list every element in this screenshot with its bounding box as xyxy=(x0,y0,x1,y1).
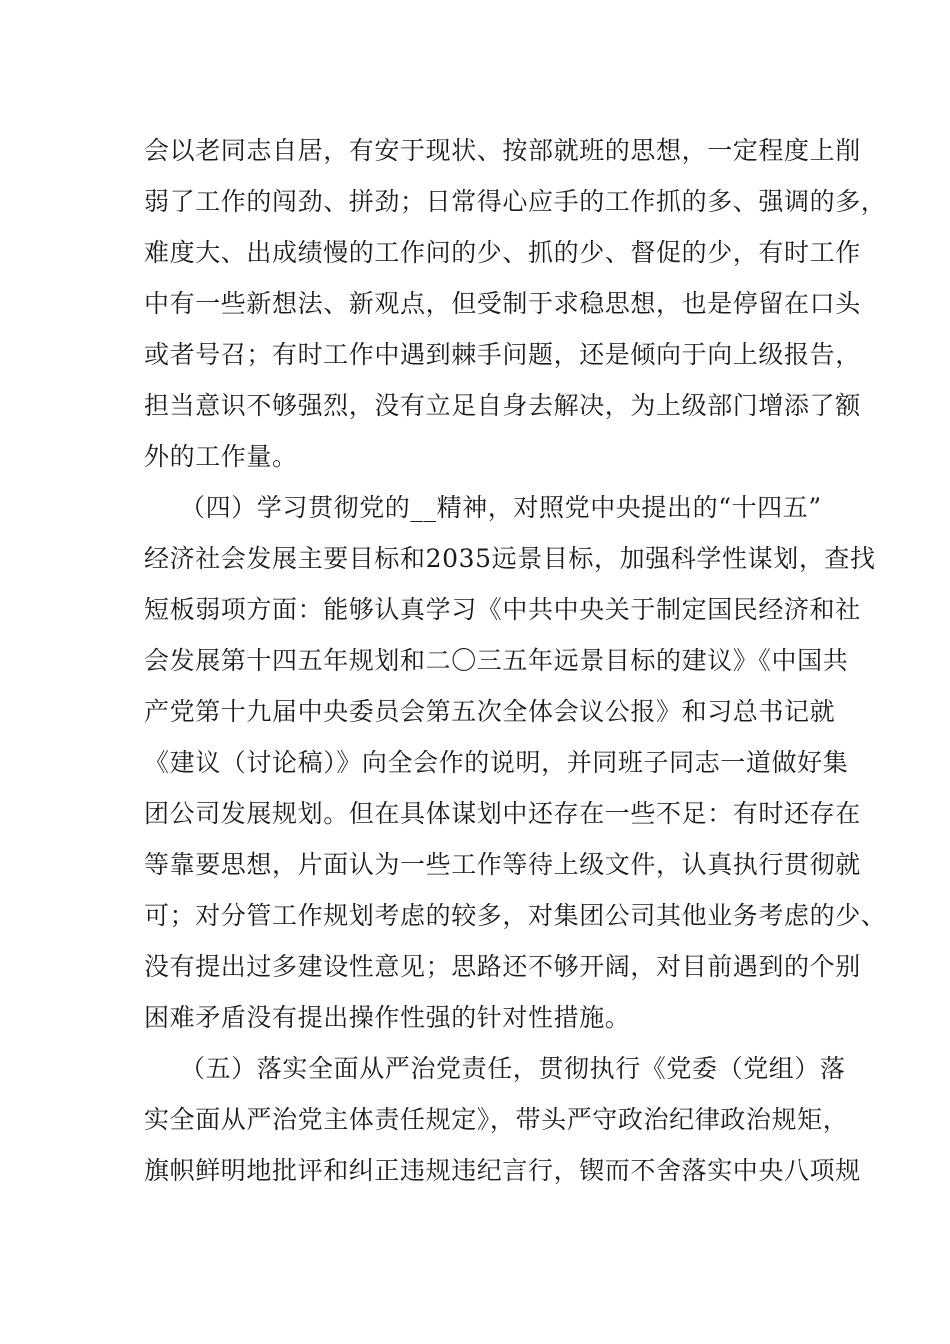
paragraph-line: 担当意识不够强烈，没有立足自身去解决，为上级部门增添了额 xyxy=(144,391,861,420)
paragraph-line: 困难矛盾没有提出操作性强的针对性措施。 xyxy=(144,1003,631,1032)
paragraph-line: 可；对分管工作规划考虑的较多，对集团公司其他业务考虑的少、 xyxy=(144,901,887,930)
paragraph-line: 中有一些新想法、新观点，但受制于求稳思想，也是停留在口头 xyxy=(144,289,861,318)
paragraph-line: 《建议（讨论稿）》向全会作的说明，并同班子同志一道做好集 xyxy=(144,748,849,777)
paragraph-line: 经济社会发展主要目标和2035远景目标，加强科学性谋划，查找 xyxy=(144,544,876,573)
section-heading-line: （四）学习贯彻党的__精神，对照党中央提出的“十四五” xyxy=(180,493,822,522)
paragraph-line: 实全面从严治党主体责任规定》，带头严守政治纪律政治规矩， xyxy=(144,1105,849,1134)
paragraph-line: 等靠要思想，片面认为一些工作等待上级文件，认真执行贯彻就 xyxy=(144,850,861,879)
paragraph-line: 团公司发展规划。但在具体谋划中还存在一些不足：有时还存在 xyxy=(144,799,861,828)
paragraph-line: 旗帜鲜明地批评和纠正违规违纪言行，锲而不舍落实中央八项规 xyxy=(144,1156,861,1185)
paragraph-line: 弱了工作的闯劲、拼劲；日常得心应手的工作抓的多、强调的多， xyxy=(144,187,887,216)
paragraph-line: 短板弱项方面：能够认真学习《中共中央关于制定国民经济和社 xyxy=(144,595,861,624)
paragraph-line: 会以老同志自居，有安于现状、按部就班的思想，一定程度上削 xyxy=(144,136,861,165)
paragraph-line: 难度大、出成绩慢的工作问的少、抓的少、督促的少，有时工作 xyxy=(144,238,861,267)
paragraph-line: 会发展第十四五年规划和二〇三五年远景目标的建议》《中国共 xyxy=(144,646,849,675)
paragraph-line: 没有提出过多建设性意见；思路还不够开阔，对目前遇到的个别 xyxy=(144,952,861,981)
paragraph-line: 产党第十九届中央委员会第五次全体会议公报》和习总书记就 xyxy=(144,697,836,726)
paragraph-line: 或者号召；有时工作中遇到棘手问题，还是倾向于向上级报告， xyxy=(144,340,861,369)
paragraph-line: 外的工作量。 xyxy=(144,442,298,471)
section-heading-line: （五）落实全面从严治党责任，贯彻执行《党委（党组）落 xyxy=(180,1054,846,1083)
